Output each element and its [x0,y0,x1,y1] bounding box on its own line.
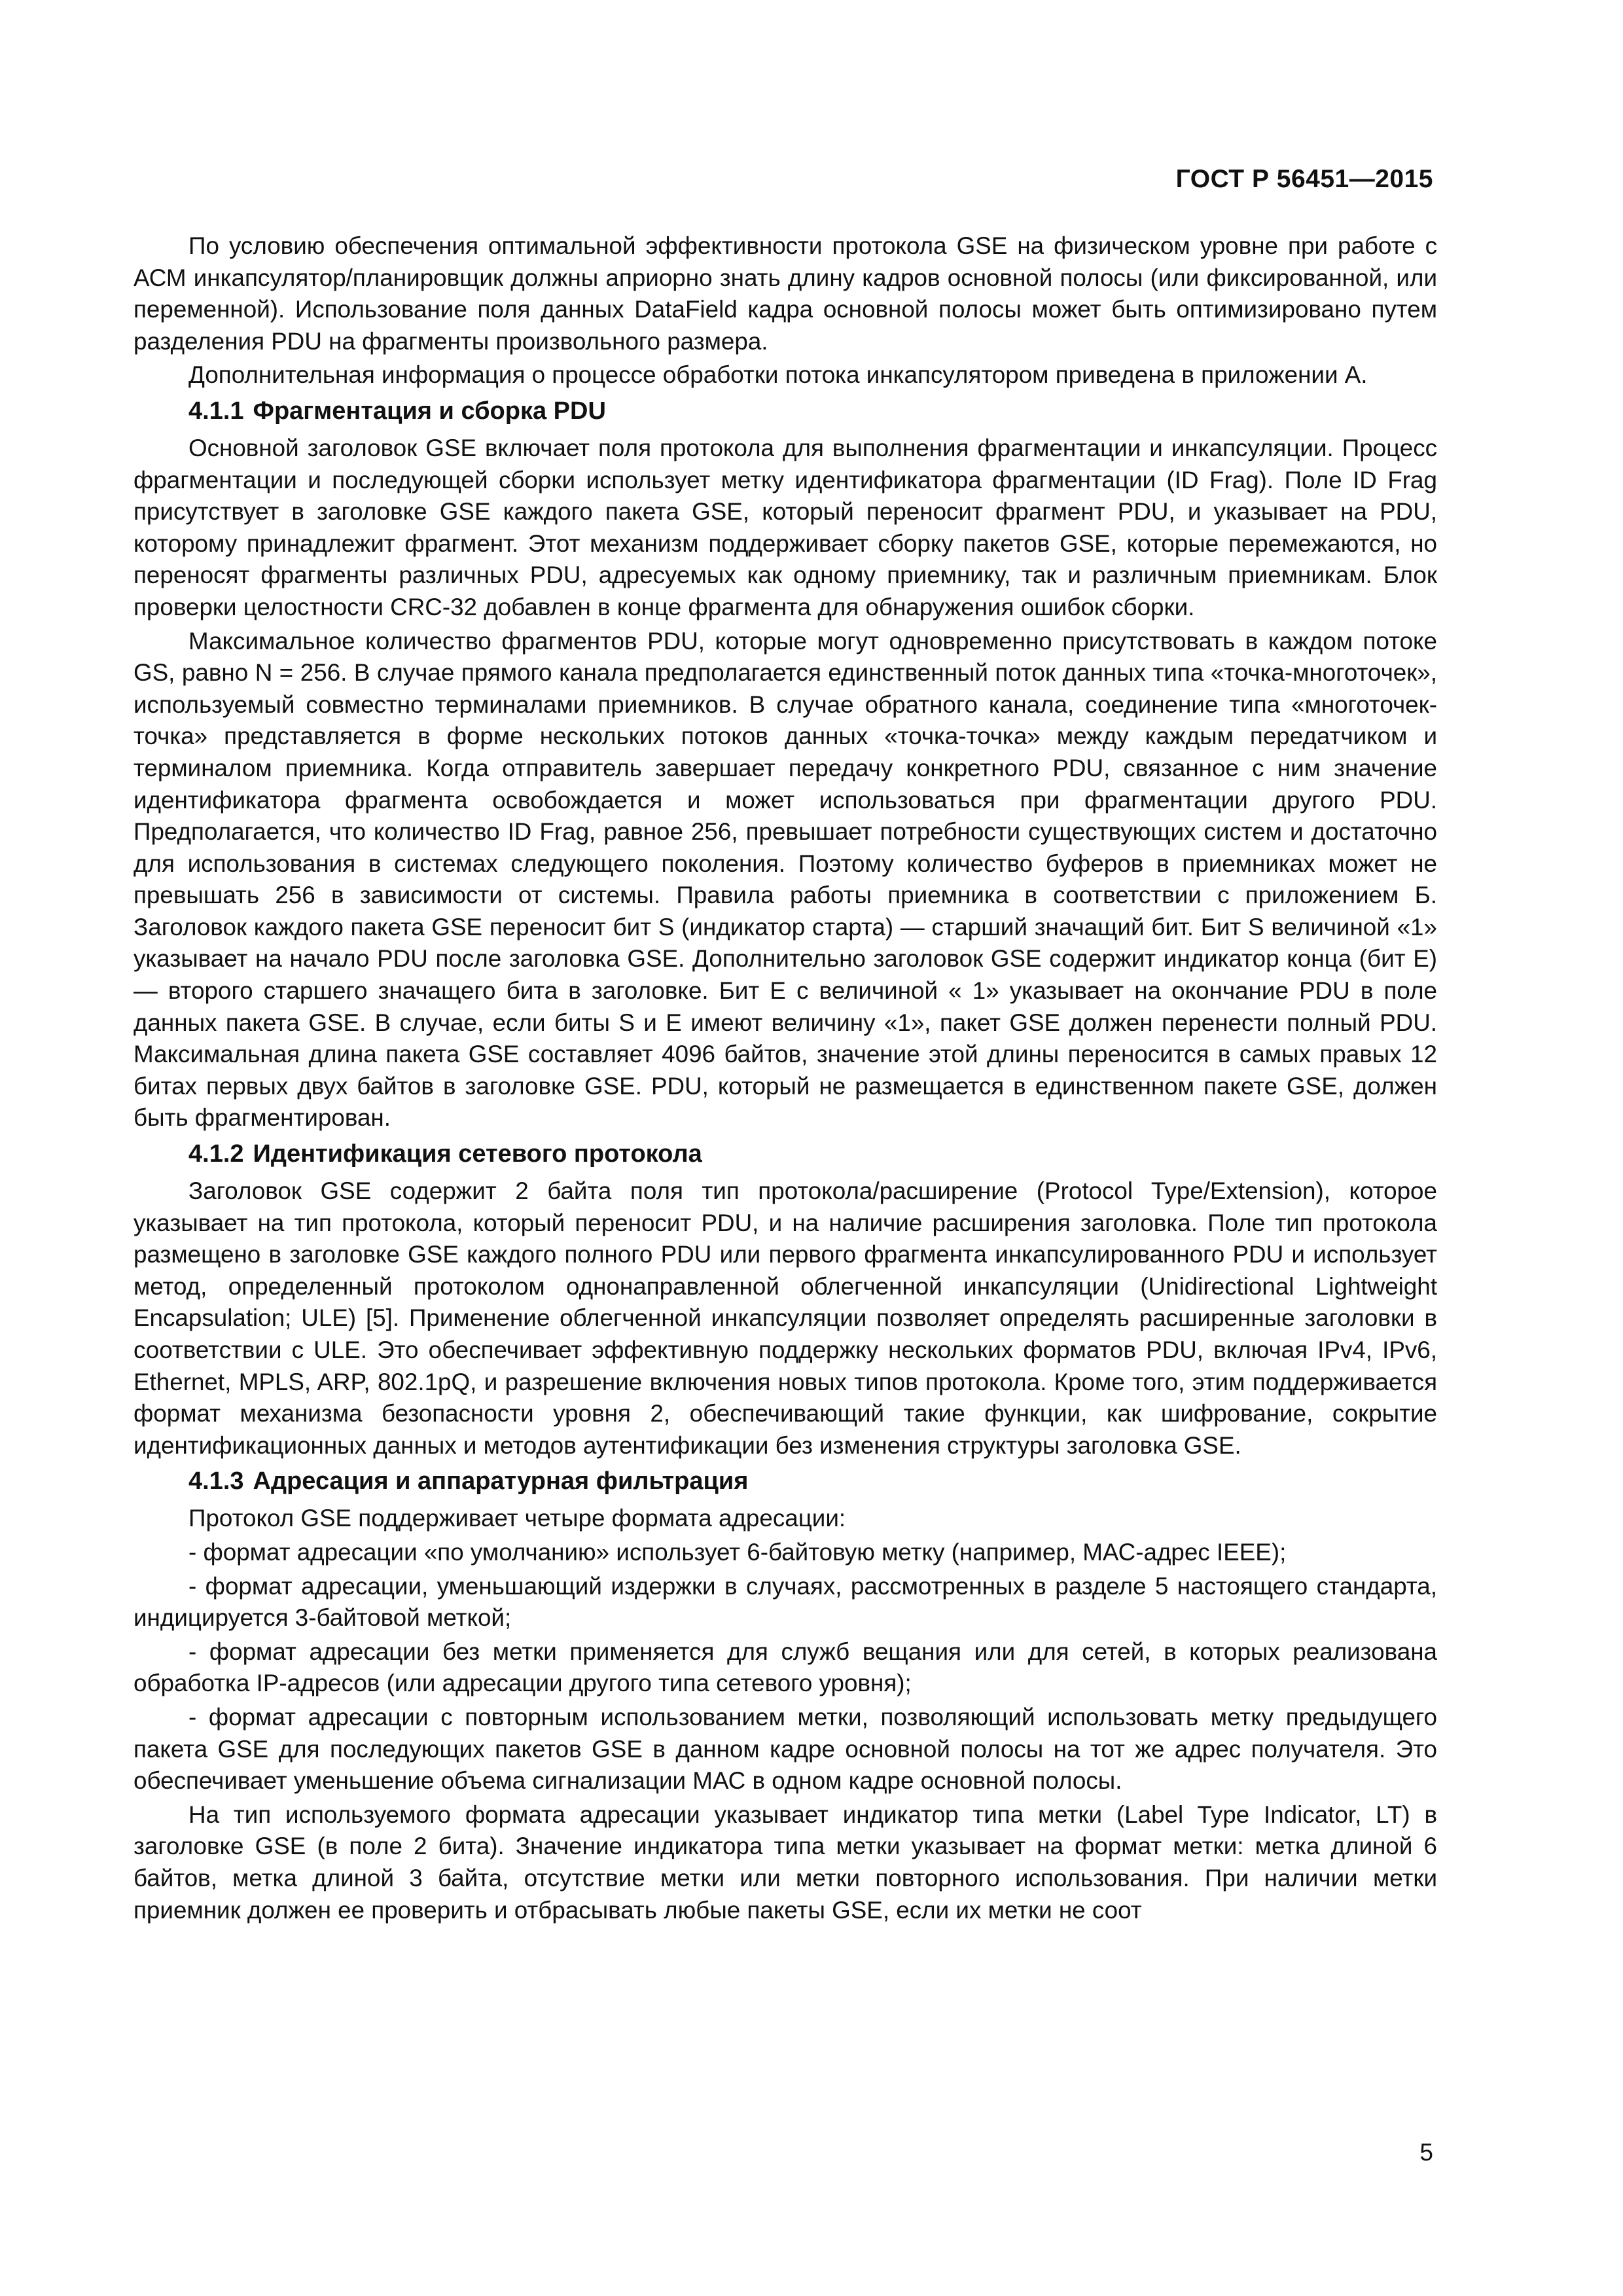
section-number: 4.1.3 [188,1467,244,1496]
section-number: 4.1.2 [188,1140,244,1168]
paragraph-label-type-indicator: На тип используемого формата адресации указывает индикатор типа метки (Label Type Indicator, LT) в заголовке GSE (в поле 2 бита). Значение индикатора типа метки указывает на формат метки: метка длиной 6 байтов, метка длиной 3 байта, отсутствие метки или метки повторного использования. При наличии метки приемник должен ее проверить и отбрасывать любые пакеты GSE, если их метки не соот [134,1801,1437,1924]
section-heading-4-1-2 [134,1136,1437,1172]
list-item-no-label-format: - формат адресации без метки применяется для служб вещания или для сетей, в которых реализована обработка IP-адресов (или адресации другого типа сетевого уровня); [134,1638,1437,1697]
document-body [134,230,1437,1926]
paragraph-additional-info: Дополнительная информация о процессе обработки потока инкапсулятором приведена в приложении А. [188,361,1368,389]
section-number: 4.1.1 [188,397,244,425]
section-heading-4-1-1 [134,393,1437,429]
list-item-default-format: - формат адресации «по умолчанию» использует 6-байтовую метку (например, МАС-адрес IEEE); [188,1538,1287,1566]
paragraph-max-fragments: Максимальное количество фрагментов PDU, которые могут одновременно присутствовать в каждом потоке GS, равно N = 256. В случае прямого канала предполагается единственный поток данных типа «точка-многоточек», используемый совместно терминалами приемников. В случае обратного канала, соединение типа «многоточек-точка» представляется в форме нескольких потоков данных «точка-точка» между каждым передатчиком и терминалом приемника. Когда отправитель завершает передачу конкретного PDU, связанное с ним значение идентификатора фрагмента освобождается и может использоваться при фрагментации другого PDU. Предполагается, что количество ID Frag, равное 256, превышает потребности существующих систем и достаточно для использования в системах следующего поколения. Поэтому количество буферов в приемниках может не превышать 256 в зависимости от системы. Правила работы приемника в соответствии с приложением Б. Заголовок каждого пакета GSE переносит бит S (индикатор старта) — старший значащий бит. Бит S величиной «1» указывает на начало PDU после заголовка GSE. Дополнительно заголовок GSE содержит индикатор конца (бит Е) — второго старшего значащего бита в заголовке. Бит Е с величиной « 1» указывает на окончание PDU в поле данных пакета GSE. В случае, если биты S и Е имеют величину «1», пакет GSE должен перенести полный PDU. Максимальная длина пакета GSE составляет 4096 байтов, значение этой длины переносится в самых правых 12 битах первых двух байтов в заголовке GSE. PDU, который не размещается в единственном пакете GSE, должен быть фрагментирован. [134,627,1437,1132]
paragraph-addressing-formats: Протокол GSE поддерживает четыре формата адресации: [188,1505,846,1532]
section-title: Фрагментация и сборка PDU [253,397,606,425]
paragraph-acm-efficiency: По условию обеспечения оптимальной эффективности протокола GSE на физическом уровне при работе с АСМ инкапсулятор/планировщик должны априорно знать длину кадров основной полосы (или фиксированной, или переменной). Использование поля данных DataField кадра основной полосы может быть оптимизировано путем разделения PDU на фрагменты произвольного размера. [134,232,1437,355]
paragraph-protocol-type: Заголовок GSE содержит 2 байта поля тип протокола/расширение (Protocol Type/Extension), которое указывает на тип протокола, который переносит PDU, и на наличие расширения заголовка. Поле тип протокола размещено в заголовке GSE каждого полного PDU или первого фрагмента инкапсулированного PDU и использует метод, определенный протоколом однонаправленной облегченной инкапсуляции (Unidirectional Lightweight Encapsulation; ULE) [5]. Применение облегченной инкапсуляции позволяет определять расширенные заголовки в соответствии с ULE. Это обеспечивает эффективную поддержку нескольких форматов PDU, включая IPv4, IPv6, Ethernet, MPLS, ARP, 802.1pQ, и разрешение включения новых типов протокола. Кроме того, этим поддерживается формат механизма безопасности уровня 2, обеспечивающий такие функции, как шифрование, сокрытие идентификационных данных и методов аутентификации без изменения структуры заголовка GSE. [134,1177,1437,1459]
section-title: Адресация и аппаратурная фильтрация [253,1467,749,1496]
list-item-label-reuse-format: - формат адресации с повторным использованием метки, позволяющий использовать метку предыдущего пакета GSE для последующих пакетов GSE в данном кадре основной полосы на тот же адрес получателя. Это обеспечивает уменьшение объема сигнализации МАС в одном кадре основной полосы. [134,1703,1437,1795]
list-item-3-byte-format: - формат адресации, уменьшающий издержки в случаях, рассмотренных в разделе 5 настоящего стандарта, индицируется 3-байтовой меткой; [134,1572,1437,1632]
paragraph-fragmentation: Основной заголовок GSE включает поля протокола для выполнения фрагментации и инкапсуляции. Процесс фрагментации и последующей сборки использует метку идентификатора фрагментации (ID Frag). Поле ID Frag присутствует в заголовке GSE каждого пакета GSE, который переносит фрагмент PDU, и указывает на PDU, которому принадлежит фрагмент. Этот механизм поддерживает сборку пакетов GSE, которые перемежаются, но переносят фрагменты различных PDU, адресуемых как одному приемнику, так и различным приемникам. Блок проверки целостности CRC-32 добавлен в конце фрагмента для обнаружения ошибок сборки. [134,434,1437,620]
page-number: 5 [1419,2139,1433,2166]
section-title: Идентификация сетевого протокола [253,1140,702,1168]
section-heading-4-1-3 [134,1463,1437,1499]
document-id-header: ГОСТ Р 56451—2015 [1175,165,1433,193]
